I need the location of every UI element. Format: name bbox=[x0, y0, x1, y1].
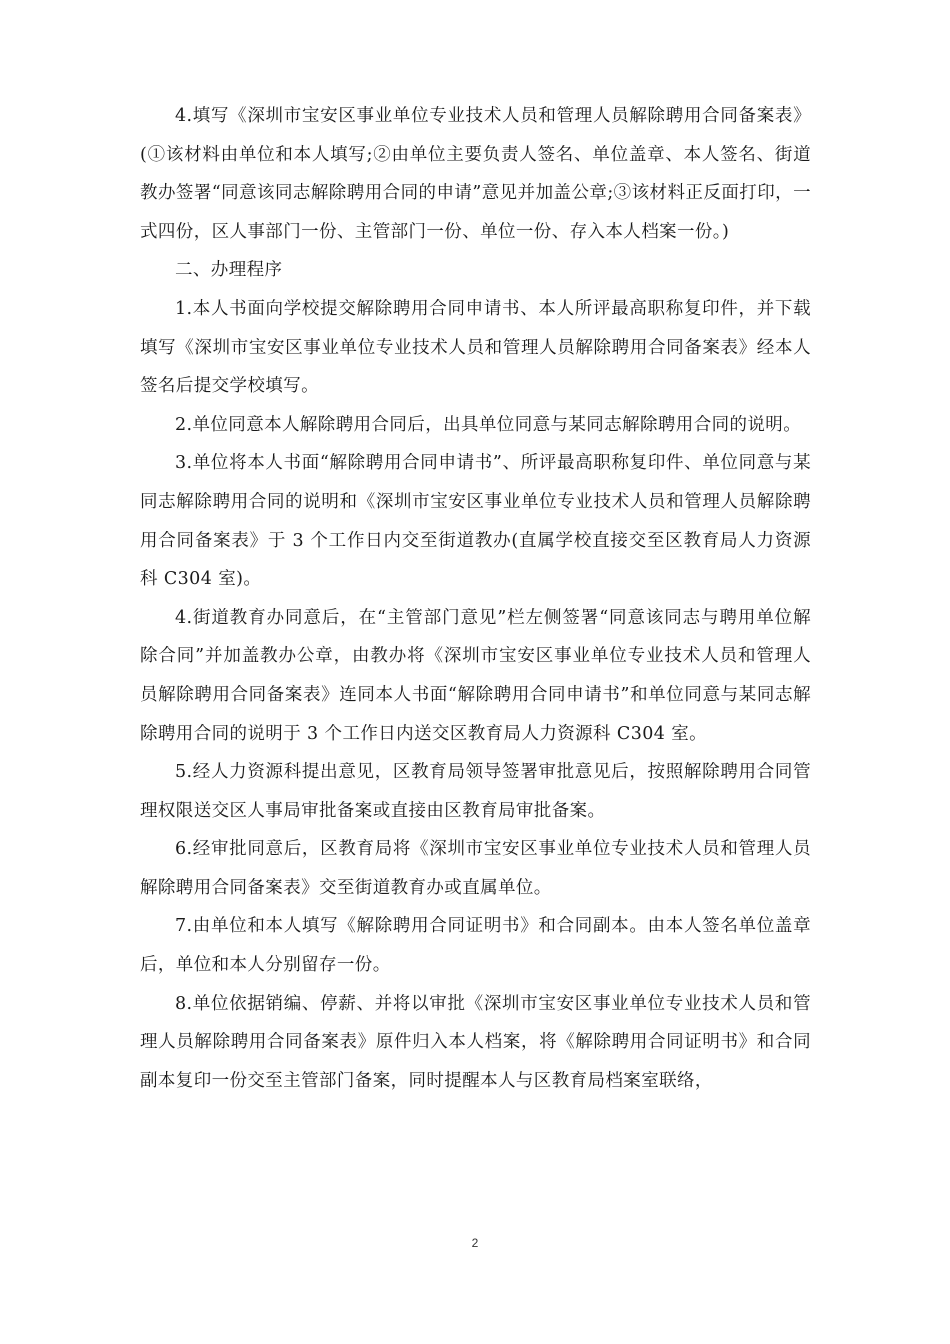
paragraph-step-5: 5.经人力资源科提出意见，区教育局领导签署审批意见后，按照解除聘用合同管理权限送交区人事局审批备案或直接由区教育局审批备案。 bbox=[140, 762, 811, 821]
paragraph-item-4-form: 4.填写《深圳市宝安区事业单位专业技术人员和管理人员解除聘用合同备案表》(①该材料由单位和本人填写;②由单位主要负责人签名、单位盖章、本人签名、街道教办签署“同意该同志解除聘用合同的申请”意见并加盖公章;③该材料正反面打印，一式四份，区人事部门一份、主管部门一份、单位一份、存入本人档案一份。) bbox=[140, 106, 811, 242]
page-number: 2 bbox=[471, 1236, 479, 1250]
paragraph-step-6: 6.经审批同意后，区教育局将《深圳市宝安区事业单位专业技术人员和管理人员解除聘用合同备案表》交至街道教育办或直属单位。 bbox=[140, 839, 811, 898]
paragraph-step-3: 3.单位将本人书面“解除聘用合同申请书”、所评最高职称复印件、单位同意与某同志解除聘用合同的说明和《深圳市宝安区事业单位专业技术人员和管理人员解除聘用合同备案表》于 3 个工作日内交至街道教办(直属学校直接交至区教育局人力资源科 C304 室)。 bbox=[140, 453, 811, 590]
section-heading-procedure: 二、办理程序 bbox=[175, 260, 283, 281]
paragraph-step-4: 4.街道教育办同意后，在“主管部门意见”栏左侧签署“同意该同志与聘用单位解除合同”并加盖教办公章，由教办将《深圳市宝安区事业单位专业技术人员和管理人员解除聘用合同备案表》连同本人书面“解除聘用合同申请书”和单位同意与某同志解除聘用合同的说明于 3 个工作日内送交区教育局人力资源科 C304 室。 bbox=[140, 607, 811, 744]
paragraph-step-2: 2.单位同意本人解除聘用合同后，出具单位同意与某同志解除聘用合同的说明。 bbox=[175, 414, 802, 435]
paragraph-step-8: 8.单位依据销编、停薪、并将以审批《深圳市宝安区事业单位专业技术人员和管理人员解除聘用合同备案表》原件归入本人档案，将《解除聘用合同证明书》和合同副本复印一份交至主管部门备案，同时提醒本人与区教育局档案室联络， bbox=[140, 993, 811, 1091]
paragraph-step-7: 7.由单位和本人填写《解除聘用合同证明书》和合同副本。由本人签名单位盖章后，单位和本人分别留存一份。 bbox=[140, 916, 811, 976]
document-body bbox=[140, 97, 811, 1100]
paragraph-step-1: 1.本人书面向学校提交解除聘用合同申请书、本人所评最高职称复印件，并下载填写《深圳市宝安区事业单位专业技术人员和管理人员解除聘用合同备案表》经本人签名后提交学校填写。 bbox=[140, 298, 811, 397]
